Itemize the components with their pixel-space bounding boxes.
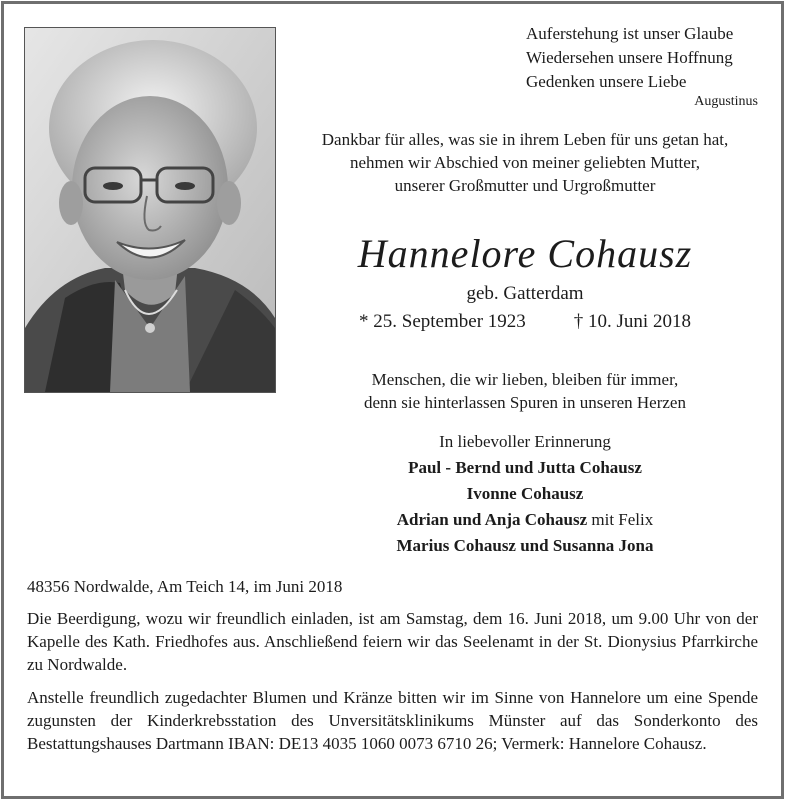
- intro-line: nehmen wir Abschied von meiner geliebten Mutter,: [349, 153, 701, 172]
- saying-line: denn sie hinterlassen Spuren in unseren Herzen: [364, 393, 686, 412]
- quote-line: Wiedersehen unsere Hoffnung: [526, 48, 733, 67]
- deceased-name: Hannelore Cohausz: [357, 231, 693, 276]
- portrait-illustration: [25, 28, 275, 392]
- quote-line: Gedenken unsere Liebe: [526, 72, 687, 91]
- family-list: [290, 429, 760, 559]
- family-member: [290, 507, 760, 533]
- memorial-saying: [290, 368, 760, 414]
- birth-date: * 25. September 1923: [359, 311, 526, 332]
- funeral-paragraph: Die Beerdigung, wozu wir freundlich einladen, ist am Samstag, dem 16. Juni 2018, um 9.00 Uhr von der Kapelle des Kath. Friedhofes aus. Anschließend feiern wir das Seelenamt in der St. Dionysius Pfarrkirche zu Nordwalde.: [27, 609, 758, 674]
- death-date: † 10. Juni 2018: [573, 311, 691, 332]
- intro-line: unserer Großmutter und Urgroßmutter: [394, 176, 656, 195]
- family-member-name: Adrian und Anja Cohausz: [396, 510, 588, 529]
- family-heading: In liebevoller Erinnerung: [439, 432, 611, 451]
- quote-block: [526, 22, 766, 111]
- portrait-photo: [24, 27, 276, 393]
- family-member: Paul - Bernd und Jutta Cohausz: [408, 458, 642, 477]
- saying-line: Menschen, die wir lieben, bleiben für immer,: [371, 370, 679, 389]
- maiden-name: geb. Gatterdam: [466, 283, 584, 304]
- quote-author: Augustinus: [694, 94, 758, 109]
- quote-line: Auferstehung ist unser Glaube: [526, 24, 734, 43]
- family-member: Marius Cohausz und Susanna Jona: [396, 536, 654, 555]
- family-member: Ivonne Cohausz: [466, 484, 584, 503]
- life-dates: [290, 310, 760, 334]
- intro-line: Dankbar für alles, was sie in ihrem Leben für uns getan hat,: [321, 130, 729, 149]
- intro-text: [290, 128, 760, 197]
- donation-paragraph: Anstelle freundlich zugedachter Blumen und Kränze bitten wir im Sinne von Hannelore um eine Spende zugunsten der Kinderkrebsstation des Unversitätsklinikums Münster auf das Sonderkonto des Bestattungshauses Dartmann IBAN: DE13 4035 1060 0073 6710 26; Vermerk: Hannelore Cohausz.: [27, 688, 758, 753]
- family-member-suffix: mit Felix: [587, 510, 654, 529]
- address-line: 48356 Nordwalde, Am Teich 14, im Juni 2018: [27, 577, 343, 596]
